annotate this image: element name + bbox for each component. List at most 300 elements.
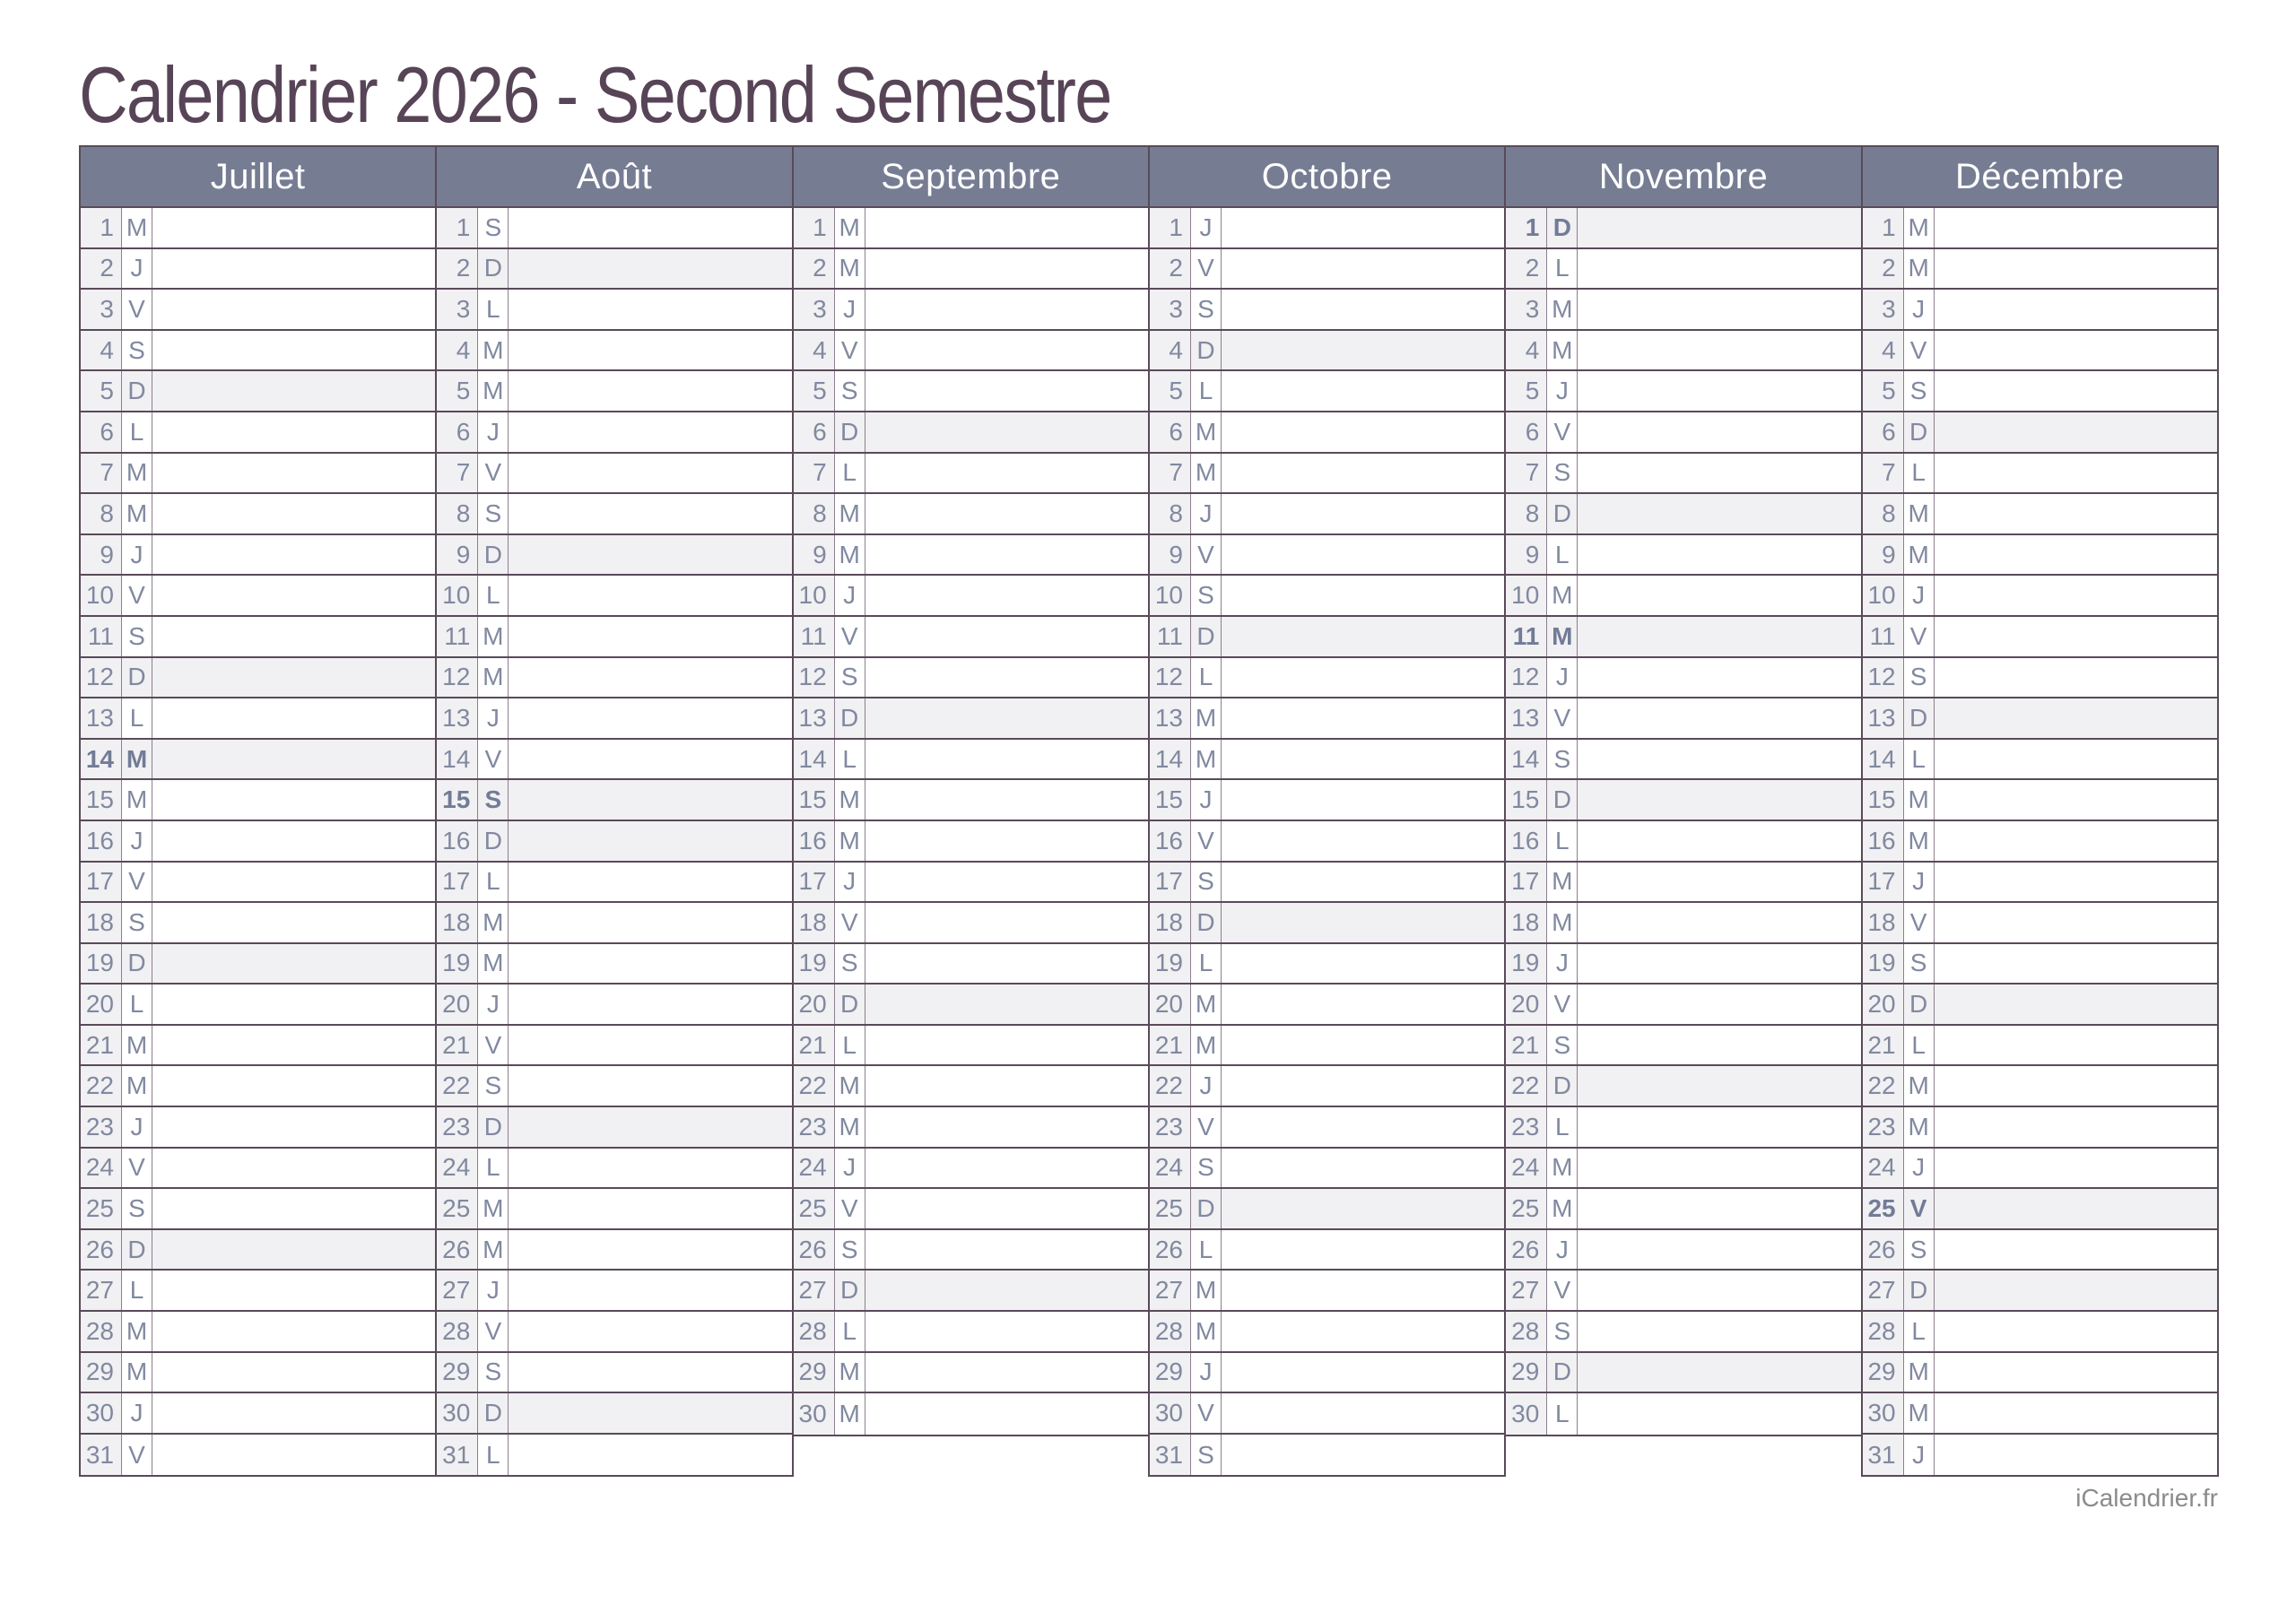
day-notes-cell	[1222, 903, 1504, 942]
day-row	[1863, 290, 2217, 331]
day-letter-cell: V	[1904, 331, 1935, 370]
day-notes-cell	[865, 780, 1148, 820]
day-letter-cell: V	[122, 290, 152, 329]
day-row	[1863, 1435, 2217, 1476]
day-row	[1150, 208, 1504, 249]
day-notes-cell	[509, 1393, 791, 1433]
day-letter-cell: D	[1547, 208, 1578, 247]
day-notes-cell	[1935, 1230, 2217, 1270]
day-letter-cell: M	[478, 617, 509, 656]
day-number-cell: 29	[1150, 1353, 1191, 1392]
day-number-cell: 20	[81, 984, 122, 1024]
day-number-cell: 17	[437, 863, 478, 902]
day-notes-cell	[509, 658, 791, 698]
day-notes-cell	[865, 1149, 1148, 1188]
day-notes-cell	[1222, 1393, 1504, 1433]
day-row	[794, 1026, 1148, 1067]
day-row	[1506, 698, 1860, 740]
day-letter-cell: V	[122, 576, 152, 615]
day-row	[81, 780, 435, 821]
day-notes-cell	[1222, 331, 1504, 370]
day-row	[1863, 863, 2217, 904]
day-notes-cell	[152, 1230, 435, 1270]
day-number-cell: 23	[437, 1107, 478, 1147]
day-notes-cell	[865, 576, 1148, 615]
day-notes-cell	[152, 1271, 435, 1310]
day-number-cell: 29	[794, 1353, 835, 1392]
day-letter-cell: M	[122, 1066, 152, 1106]
day-row	[1150, 1149, 1504, 1190]
day-number-cell: 4	[1150, 331, 1191, 370]
day-notes-cell	[1578, 863, 1860, 902]
day-letter-cell: M	[835, 1107, 865, 1147]
day-notes-cell	[509, 371, 791, 411]
day-number-cell: 25	[1506, 1189, 1547, 1228]
day-letter-cell: M	[1904, 1107, 1935, 1147]
day-letter-cell: M	[835, 494, 865, 533]
day-row	[794, 1066, 1148, 1107]
day-number-cell: 26	[1863, 1230, 1904, 1270]
day-letter-cell: S	[1904, 371, 1935, 411]
day-number-cell: 6	[81, 412, 122, 452]
day-notes-cell	[865, 290, 1148, 329]
day-notes-cell	[152, 984, 435, 1024]
day-row	[794, 1149, 1148, 1190]
day-number-cell: 13	[81, 698, 122, 738]
day-number-cell: 18	[81, 903, 122, 942]
day-notes-cell	[1578, 454, 1860, 493]
day-letter-cell: S	[478, 494, 509, 533]
day-notes-cell	[1578, 1026, 1860, 1065]
day-notes-cell	[1222, 371, 1504, 411]
day-number-cell: 25	[1863, 1189, 1904, 1228]
day-notes-cell	[1578, 1149, 1860, 1188]
day-letter-cell: J	[1191, 780, 1222, 820]
day-notes-cell	[152, 208, 435, 247]
day-letter-cell: V	[122, 1435, 152, 1476]
day-row	[794, 944, 1148, 985]
day-letter-cell: J	[1191, 208, 1222, 247]
day-row	[794, 454, 1148, 495]
day-notes-cell	[1935, 1026, 2217, 1065]
day-row	[81, 944, 435, 985]
day-number-cell: 23	[1506, 1107, 1547, 1147]
day-letter-cell: S	[478, 208, 509, 247]
day-notes-cell	[1578, 412, 1860, 452]
day-letter-cell: S	[1904, 944, 1935, 984]
day-notes-cell	[509, 331, 791, 370]
day-notes-cell	[1578, 821, 1860, 861]
day-row	[1506, 1149, 1860, 1190]
day-notes-cell	[865, 944, 1148, 984]
day-number-cell: 12	[81, 658, 122, 698]
day-row	[1863, 698, 2217, 740]
day-letter-cell: M	[835, 1393, 865, 1435]
day-notes-cell	[1222, 1435, 1504, 1476]
day-number-cell: 5	[794, 371, 835, 411]
day-notes-cell	[1578, 903, 1860, 942]
day-notes-cell	[865, 1026, 1148, 1065]
day-row	[437, 740, 791, 781]
day-number-cell: 26	[437, 1230, 478, 1270]
day-notes-cell	[152, 1066, 435, 1106]
day-row	[1863, 903, 2217, 944]
day-number-cell: 27	[81, 1271, 122, 1310]
day-number-cell: 11	[81, 617, 122, 656]
day-number-cell: 14	[1506, 740, 1547, 779]
day-row	[1150, 1393, 1504, 1435]
day-number-cell: 8	[81, 494, 122, 533]
day-number-cell: 3	[1863, 290, 1904, 329]
day-row	[437, 698, 791, 740]
day-row	[1863, 412, 2217, 454]
day-notes-cell	[509, 535, 791, 575]
day-notes-cell	[1222, 1149, 1504, 1188]
day-row	[1150, 1271, 1504, 1312]
day-notes-cell	[1222, 863, 1504, 902]
day-row	[1150, 494, 1504, 535]
day-notes-cell	[1222, 944, 1504, 984]
day-notes-cell	[1578, 1271, 1860, 1310]
day-number-cell: 6	[1150, 412, 1191, 452]
day-number-cell: 24	[437, 1149, 478, 1188]
day-letter-cell: V	[122, 1149, 152, 1188]
day-letter-cell: M	[122, 1312, 152, 1351]
day-number-cell: 15	[794, 780, 835, 820]
day-number-cell: 31	[81, 1435, 122, 1476]
day-row	[437, 658, 791, 699]
day-row	[794, 412, 1148, 454]
day-row	[437, 1107, 791, 1149]
month-header-octobre: Octobre	[1150, 147, 1504, 208]
day-notes-cell	[865, 331, 1148, 370]
day-notes-cell	[1578, 944, 1860, 984]
day-letter-cell: D	[1904, 984, 1935, 1024]
day-number-cell: 7	[1150, 454, 1191, 493]
day-row	[1506, 1107, 1860, 1149]
day-row	[1150, 1353, 1504, 1394]
day-notes-cell	[865, 454, 1148, 493]
day-notes-cell	[865, 1393, 1148, 1435]
day-number-cell: 2	[81, 249, 122, 289]
day-row	[437, 1393, 791, 1435]
day-number-cell: 29	[1506, 1353, 1547, 1392]
day-letter-cell: V	[1547, 1271, 1578, 1310]
day-notes-cell	[509, 698, 791, 738]
day-number-cell: 27	[1150, 1271, 1191, 1310]
day-letter-cell: J	[478, 1271, 509, 1310]
day-number-cell: 5	[1150, 371, 1191, 411]
day-letter-cell: V	[122, 863, 152, 902]
day-row	[1863, 371, 2217, 412]
day-row	[1150, 821, 1504, 863]
day-notes-cell	[1935, 1149, 2217, 1188]
day-letter-cell: M	[1547, 290, 1578, 329]
day-row	[81, 1026, 435, 1067]
day-number-cell: 27	[437, 1271, 478, 1310]
day-number-cell: 1	[81, 208, 122, 247]
day-letter-cell: J	[1191, 1066, 1222, 1106]
day-row	[794, 740, 1148, 781]
day-notes-cell	[1578, 1230, 1860, 1270]
day-number-cell: 30	[1150, 1393, 1191, 1433]
day-row	[1506, 1353, 1860, 1394]
day-letter-cell: J	[122, 535, 152, 575]
day-row	[437, 1026, 791, 1067]
day-row	[1863, 1230, 2217, 1271]
day-letter-cell: L	[1904, 740, 1935, 779]
day-notes-cell	[509, 1066, 791, 1106]
day-number-cell: 14	[794, 740, 835, 779]
day-letter-cell: M	[1547, 863, 1578, 902]
day-letter-cell: V	[1547, 984, 1578, 1024]
month-header-decembre: Décembre	[1863, 147, 2217, 208]
day-letter-cell: M	[1904, 494, 1935, 533]
day-letter-cell: D	[478, 1393, 509, 1433]
day-letter-cell: L	[835, 454, 865, 493]
day-row	[437, 576, 791, 617]
day-number-cell: 16	[437, 821, 478, 861]
day-number-cell: 26	[1506, 1230, 1547, 1270]
day-letter-cell: M	[1191, 1271, 1222, 1310]
day-row	[81, 1271, 435, 1312]
day-letter-cell: V	[1904, 903, 1935, 942]
day-row	[794, 903, 1148, 944]
day-number-cell: 22	[794, 1066, 835, 1106]
day-letter-cell: M	[1547, 903, 1578, 942]
day-number-cell: 19	[1506, 944, 1547, 984]
day-row	[794, 780, 1148, 821]
day-number-cell: 28	[1150, 1312, 1191, 1351]
day-notes-cell	[1935, 984, 2217, 1024]
day-notes-cell	[865, 1353, 1148, 1392]
day-notes-cell	[1222, 412, 1504, 452]
day-number-cell: 24	[1506, 1149, 1547, 1188]
day-notes-cell	[1222, 290, 1504, 329]
day-number-cell: 6	[794, 412, 835, 452]
day-row	[81, 740, 435, 781]
day-notes-cell	[152, 1149, 435, 1188]
day-row	[1506, 290, 1860, 331]
day-number-cell: 25	[81, 1189, 122, 1228]
day-letter-cell: L	[1547, 1107, 1578, 1147]
day-row	[1506, 1189, 1860, 1230]
month-column-septembre	[792, 145, 1150, 1436]
day-row	[1150, 1066, 1504, 1107]
day-notes-cell	[509, 903, 791, 942]
day-letter-cell: D	[1191, 331, 1222, 370]
day-notes-cell	[865, 863, 1148, 902]
day-row	[81, 1066, 435, 1107]
day-number-cell: 10	[81, 576, 122, 615]
day-row	[437, 371, 791, 412]
day-notes-cell	[152, 1107, 435, 1147]
day-notes-cell	[1578, 290, 1860, 329]
day-letter-cell: M	[122, 1026, 152, 1065]
day-number-cell: 20	[1863, 984, 1904, 1024]
day-number-cell: 2	[437, 249, 478, 289]
day-notes-cell	[1935, 208, 2217, 247]
day-letter-cell: M	[122, 454, 152, 493]
day-row	[1150, 780, 1504, 821]
day-row	[1150, 1312, 1504, 1353]
day-notes-cell	[1935, 1271, 2217, 1310]
day-letter-cell: L	[122, 1271, 152, 1310]
day-number-cell: 25	[1150, 1189, 1191, 1228]
day-row	[1150, 576, 1504, 617]
day-letter-cell: V	[1191, 249, 1222, 289]
day-notes-cell	[1935, 863, 2217, 902]
day-letter-cell: M	[1904, 1393, 1935, 1433]
day-number-cell: 31	[1863, 1435, 1904, 1476]
day-row	[81, 1353, 435, 1394]
day-number-cell: 7	[1506, 454, 1547, 493]
day-letter-cell: V	[478, 454, 509, 493]
day-row	[1863, 1149, 2217, 1190]
day-letter-cell: S	[1191, 576, 1222, 615]
day-row	[81, 698, 435, 740]
day-letter-cell: M	[1904, 208, 1935, 247]
day-letter-cell: M	[1547, 576, 1578, 615]
day-letter-cell: L	[835, 740, 865, 779]
day-number-cell: 3	[794, 290, 835, 329]
day-notes-cell	[152, 1189, 435, 1228]
day-letter-cell: M	[122, 740, 152, 779]
day-number-cell: 30	[81, 1393, 122, 1433]
day-row	[1506, 494, 1860, 535]
day-row	[437, 1435, 791, 1476]
day-letter-cell: V	[1547, 698, 1578, 738]
day-letter-cell: L	[122, 412, 152, 452]
day-row	[1506, 1271, 1860, 1312]
day-notes-cell	[1935, 371, 2217, 411]
day-letter-cell: M	[478, 658, 509, 698]
day-row	[81, 863, 435, 904]
day-number-cell: 2	[1150, 249, 1191, 289]
day-letter-cell: D	[122, 944, 152, 984]
day-row	[1863, 208, 2217, 249]
footer-site-name: iCalendrier.fr	[2075, 1484, 2218, 1512]
day-number-cell: 16	[1863, 821, 1904, 861]
month-header-septembre: Septembre	[794, 147, 1148, 208]
day-number-cell: 16	[794, 821, 835, 861]
day-letter-cell: M	[1191, 1312, 1222, 1351]
day-number-cell: 22	[1506, 1066, 1547, 1106]
day-row	[1150, 249, 1504, 291]
day-notes-cell	[509, 617, 791, 656]
day-number-cell: 5	[437, 371, 478, 411]
day-letter-cell: V	[835, 1189, 865, 1228]
day-number-cell: 22	[437, 1066, 478, 1106]
day-letter-cell: L	[1904, 454, 1935, 493]
day-row	[1863, 576, 2217, 617]
day-number-cell: 27	[1506, 1271, 1547, 1310]
day-number-cell: 10	[794, 576, 835, 615]
day-notes-cell	[1222, 698, 1504, 738]
day-number-cell: 21	[794, 1026, 835, 1065]
day-number-cell: 26	[81, 1230, 122, 1270]
day-notes-cell	[1222, 1353, 1504, 1392]
day-number-cell: 21	[437, 1026, 478, 1065]
day-letter-cell: D	[1547, 1353, 1578, 1392]
day-number-cell: 28	[794, 1312, 835, 1351]
day-number-cell: 14	[81, 740, 122, 779]
day-notes-cell	[152, 576, 435, 615]
day-notes-cell	[1222, 1107, 1504, 1147]
day-letter-cell: M	[122, 208, 152, 247]
day-number-cell: 7	[794, 454, 835, 493]
day-notes-cell	[152, 698, 435, 738]
day-letter-cell: J	[1191, 494, 1222, 533]
day-letter-cell: S	[1547, 1312, 1578, 1351]
day-row	[81, 1230, 435, 1271]
day-notes-cell	[865, 1271, 1148, 1310]
day-notes-cell	[509, 740, 791, 779]
day-letter-cell: S	[478, 1066, 509, 1106]
day-letter-cell: S	[1191, 1149, 1222, 1188]
day-letter-cell: L	[478, 1149, 509, 1188]
day-notes-cell	[1222, 535, 1504, 575]
day-letter-cell: J	[478, 984, 509, 1024]
day-letter-cell: L	[122, 984, 152, 1024]
day-letter-cell: S	[835, 371, 865, 411]
day-number-cell: 24	[81, 1149, 122, 1188]
day-row	[1863, 1353, 2217, 1394]
day-letter-cell: J	[1904, 576, 1935, 615]
day-notes-cell	[1578, 1107, 1860, 1147]
day-letter-cell: M	[478, 903, 509, 942]
day-row	[81, 617, 435, 658]
day-notes-cell	[1578, 658, 1860, 698]
day-row	[81, 454, 435, 495]
day-letter-cell: M	[478, 371, 509, 411]
day-row	[1863, 1026, 2217, 1067]
day-letter-cell: J	[1547, 658, 1578, 698]
day-row	[1150, 863, 1504, 904]
day-number-cell: 5	[1506, 371, 1547, 411]
day-letter-cell: M	[1191, 698, 1222, 738]
day-number-cell: 19	[1863, 944, 1904, 984]
day-letter-cell: V	[1191, 821, 1222, 861]
month-column-novembre	[1504, 145, 1862, 1436]
day-number-cell: 6	[437, 412, 478, 452]
day-letter-cell: D	[1547, 494, 1578, 533]
day-row	[794, 1107, 1148, 1149]
day-letter-cell: M	[478, 944, 509, 984]
day-row	[81, 1149, 435, 1190]
day-row	[1506, 944, 1860, 985]
day-notes-cell	[865, 821, 1148, 861]
day-number-cell: 18	[1863, 903, 1904, 942]
day-notes-cell	[1578, 535, 1860, 575]
day-number-cell: 23	[1863, 1107, 1904, 1147]
day-notes-cell	[1578, 249, 1860, 289]
day-notes-cell	[152, 1312, 435, 1351]
day-letter-cell: D	[478, 1107, 509, 1147]
month-header-novembre: Novembre	[1506, 147, 1860, 208]
day-notes-cell	[865, 249, 1148, 289]
day-letter-cell: M	[835, 821, 865, 861]
day-row	[794, 1230, 1148, 1271]
day-number-cell: 15	[81, 780, 122, 820]
day-row	[437, 494, 791, 535]
day-notes-cell	[1222, 1271, 1504, 1310]
day-number-cell: 24	[1863, 1149, 1904, 1188]
day-letter-cell: J	[122, 821, 152, 861]
day-notes-cell	[152, 658, 435, 698]
day-notes-cell	[1935, 780, 2217, 820]
day-row	[794, 535, 1148, 577]
